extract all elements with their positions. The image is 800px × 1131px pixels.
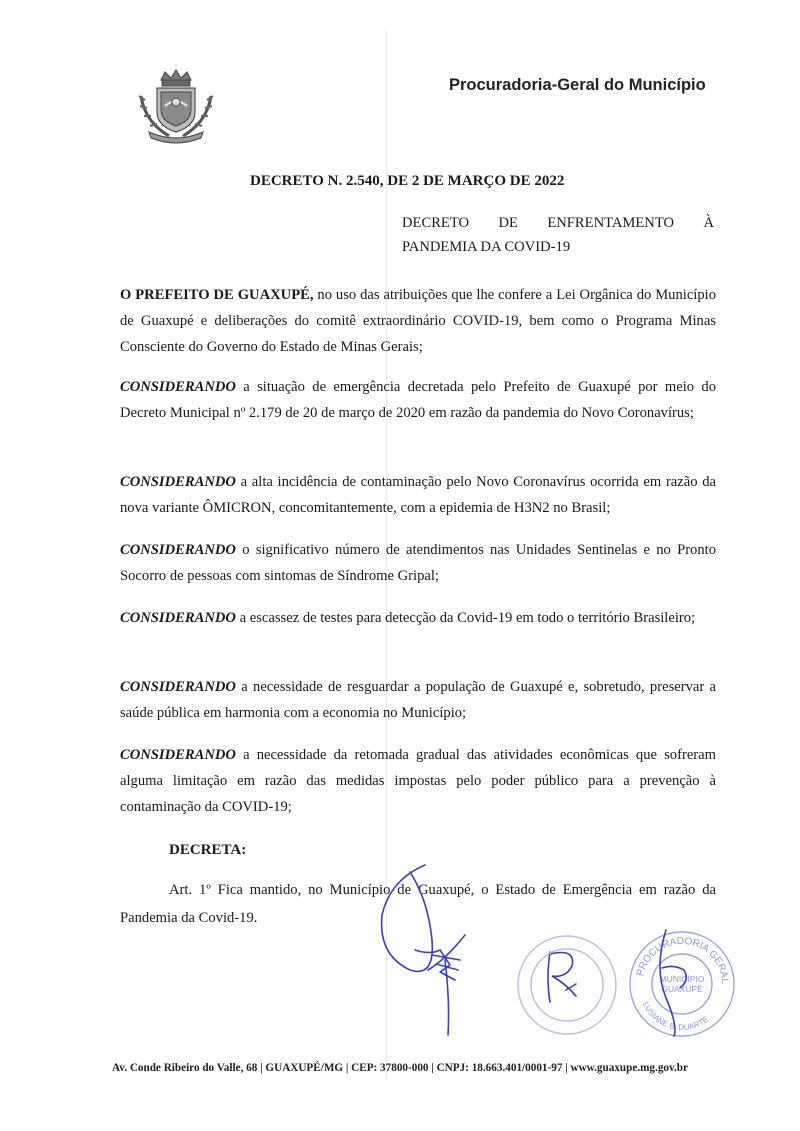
considerando-paragraph: [120, 469, 716, 521]
considerando-text: a escassez de testes para detecção da Covid-19 em todo o território Brasileiro;: [235, 610, 696, 626]
considerando-keyword: CONSIDERANDO: [120, 474, 236, 490]
decree-summary: DECRETO DE ENFRENTAMENTO À PANDEMIA DA COVID-19: [402, 215, 714, 255]
article-1: Art. 1º Fica mantido, no Município de Guaxupé, o Estado de Emergência em razão da Pandemia da Covid-19.: [120, 882, 716, 926]
coat-of-arms-emblem: [135, 66, 217, 144]
considerando-text: o significativo número de atendimentos nas Unidades Sentinelas e no Pronto Socorro de pessoas com sintomas de Síndrome Gripal;: [120, 542, 716, 584]
stamp-center-line2: GUAXUPÉ: [661, 984, 703, 994]
preamble-text: no uso das atribuições que lhe confere a Lei Orgânica do Município de Guaxupé e deliberações do comitê extraordinário COVID-19, bem como o Programa Minas Consciente do Governo do Estado de Minas Gerais;: [120, 287, 717, 355]
stamp-center-line1: MUNICÍPIO: [659, 974, 705, 984]
stamp-bottom-text: LUSIANE B. DUARTE: [641, 1000, 711, 1033]
preamble-lead: O PREFEITO DE GUAXUPÉ,: [120, 287, 314, 303]
preamble-paragraph: [120, 282, 716, 360]
considerando-text: a necessidade da retomada gradual das atividades econômicas que sofreram alguma limitação em razão das medidas impostas pelo poder público para a prevenção à contaminação da COVID-19;: [120, 747, 716, 815]
considerando-keyword: CONSIDERANDO: [120, 379, 236, 395]
stamp-seal: [514, 932, 620, 1038]
decreta-heading: DECRETA:: [169, 842, 247, 858]
office-name: Procuradoria-Geral do Município: [449, 76, 706, 94]
considerando-text: a necessidade de resguardar a população de Guaxupé e, sobretudo, preservar a saúde pública em harmonia com a economia no Município;: [120, 679, 716, 721]
considerando-paragraph: [120, 374, 716, 426]
considerando-text: a alta incidência de contaminação pelo Novo Coronavírus ocorrida em razão da nova variante ÔMICRON, concomitantemente, com a epidemia de H3N2 no Brasil;: [120, 474, 716, 516]
considerando-keyword: CONSIDERANDO: [120, 679, 236, 695]
considerando-text: a situação de emergência decretada pelo Prefeito de Guaxupé por meio do Decreto Municipal nº 2.179 de 20 de março de 2020 em razão da pandemia do Novo Coronavírus;: [120, 379, 716, 421]
decree-title: DECRETO N. 2.540, DE 2 DE MARÇO DE 2022: [250, 173, 565, 189]
stamp-top-text: PROCURADORIA GERAL: [634, 935, 731, 985]
considerando-paragraph: [120, 537, 716, 589]
considerando-keyword: CONSIDERANDO: [120, 542, 236, 558]
considerando-paragraph: [120, 605, 716, 631]
considerando-paragraph: [120, 742, 716, 820]
considerando-keyword: CONSIDERANDO: [120, 610, 236, 626]
footer-address: Av. Conde Ribeiro do Valle, 68 | GUAXUPÉ/MG | CEP: 37800-000 | CNPJ: 18.663.401/0001-97 | www.guaxupe.mg.gov.br: [112, 1062, 688, 1074]
considerando-keyword: CONSIDERANDO: [120, 747, 236, 763]
mayor-signature: [370, 860, 500, 1045]
considerando-paragraph: [120, 674, 716, 726]
procuradoria-stamp: [626, 928, 738, 1040]
